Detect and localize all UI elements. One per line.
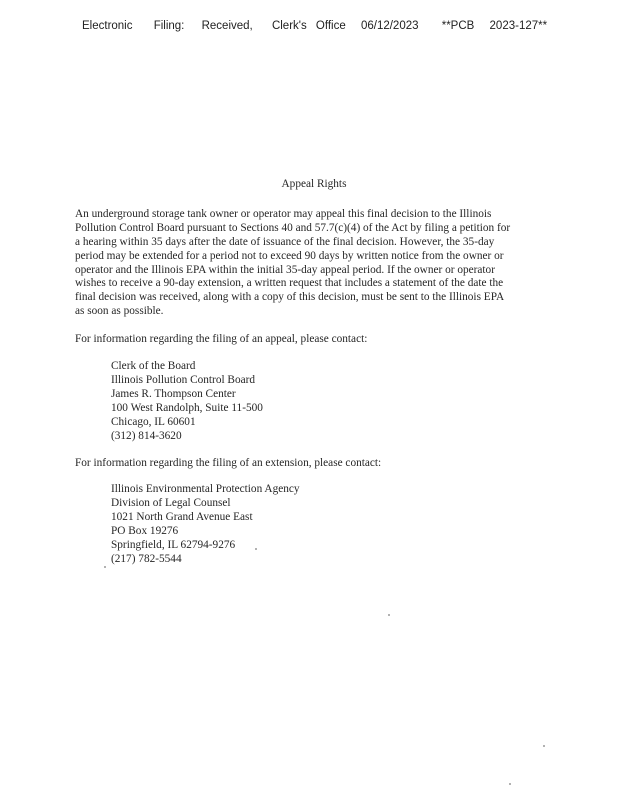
address-line: Division of Legal Counsel	[111, 497, 231, 510]
address-line: James R. Thompson Center	[111, 387, 236, 400]
scan-speck	[388, 614, 390, 616]
appeal-contact-intro: For information regarding the filing of an appeal, please contact:	[75, 333, 368, 346]
scan-speck	[509, 783, 511, 785]
appeal-rights-paragraph	[75, 208, 553, 319]
address-line: 100 West Randolph, Suite 11-500	[111, 401, 263, 414]
scan-speck	[255, 548, 257, 550]
scan-speck	[104, 566, 106, 568]
document-body	[75, 178, 553, 580]
address-line: Springfield, IL 62794-9276	[111, 539, 236, 552]
extension-contact-address	[111, 483, 553, 566]
appeal-contact-address	[111, 360, 553, 443]
paragraph-line: period may be extended for a period not to exceed 90 days by written notice from the owner or	[75, 249, 504, 262]
extension-contact-intro: For information regarding the filing of an extension, please contact:	[75, 456, 382, 469]
electronic-filing-header	[82, 20, 547, 32]
header-pcb: **PCB	[441, 20, 475, 32]
header-office: Office	[315, 20, 346, 32]
header-received: Received,	[201, 20, 253, 32]
paragraph-line: operator and the Illinois EPA within the initial 35-day appeal period. If the owner or operator	[75, 263, 495, 276]
header-date: 06/12/2023	[360, 20, 419, 32]
page-title: Appeal Rights	[281, 178, 347, 190]
address-line: 1021 North Grand Avenue East	[111, 511, 253, 524]
address-line: Chicago, IL 60601	[111, 415, 196, 428]
paragraph-line: a hearing within 35 days after the date of issuance of the final decision. However, the 35-day	[75, 235, 495, 248]
address-line: (217) 782-5544	[111, 552, 182, 565]
paragraph-line: wishes to receive a 90-day extension, a written request that includes a statement of the date the	[75, 277, 504, 290]
address-line: (312) 814-3620	[111, 429, 182, 442]
header-filing: Filing:	[153, 20, 185, 32]
address-line: Illinois Pollution Control Board	[111, 373, 256, 386]
address-line: PO Box 19276	[111, 525, 179, 538]
address-line: Clerk of the Board	[111, 360, 196, 373]
paragraph-line: An underground storage tank owner or operator may appeal this final decision to the Illinois	[75, 207, 492, 220]
paragraph-line: final decision was received, along with a copy of this decision, must be sent to the Illinois EPA	[75, 291, 505, 304]
header-case-number: 2023-127**	[489, 20, 548, 32]
scan-speck	[543, 745, 545, 747]
paragraph-line: as soon as possible.	[75, 305, 164, 318]
header-electronic: Electronic	[82, 20, 133, 32]
paragraph-line: Pollution Control Board pursuant to Sections 40 and 57.7(c)(4) of the Act by filing a petition for	[75, 221, 511, 234]
header-clerks: Clerk's	[271, 20, 307, 32]
address-line: Illinois Environmental Protection Agency	[111, 483, 300, 496]
